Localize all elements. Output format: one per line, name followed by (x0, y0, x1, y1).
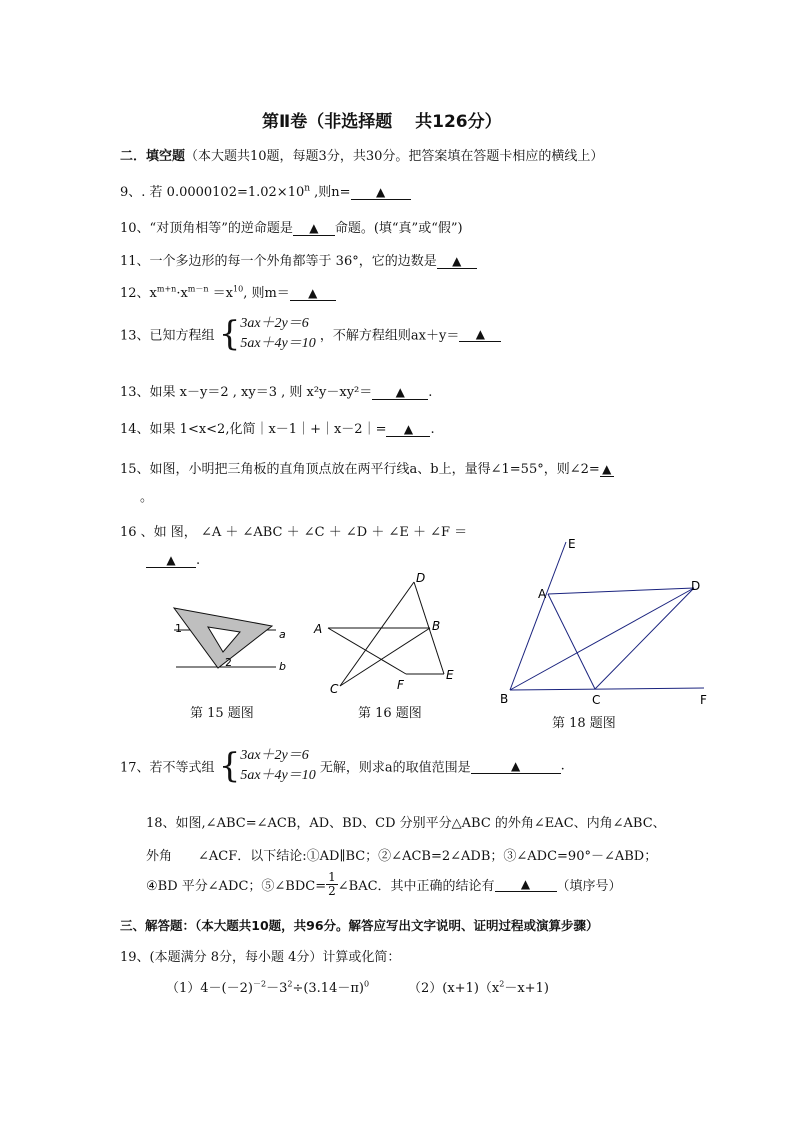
answer-blank-9[interactable]: ▲ (351, 185, 411, 200)
svg-text:E: E (568, 537, 576, 551)
svg-text:F: F (700, 693, 707, 707)
answer-blank-13b[interactable]: ▲ (372, 385, 428, 400)
question-10: 10、“对顶角相等”的逆命题是 ▲ 命题。(填“真”或“假”) (120, 221, 463, 236)
svg-text:A: A (538, 587, 547, 601)
question-18-line-3: ④BD 平分∠ADC；⑤∠BDC= $\frac{1}{2}$ ∠BAC．其中正确的结论有 ▲ （填序号） (146, 870, 622, 898)
svg-text:D: D (416, 571, 426, 585)
svg-text:C: C (592, 693, 601, 707)
figure-15 (168, 600, 288, 680)
answer-blank-14[interactable]: ▲ (386, 422, 430, 437)
figure-18 (496, 532, 718, 712)
section-2-title: 二．填空题 (120, 149, 186, 164)
section-3-header: 三、解答题：（本大题共10题，共96分。解答应写出文字说明、证明过程或演算步骤） (120, 918, 599, 933)
question-13a: 13、已知方程组 { 3ax＋2y＝6 5ax＋4y＝10 ，不解方程组则ax＋y＝ ▲ (120, 314, 501, 354)
question-19: 19、(本题满分 8分，每小题 4分）计算或化简： (120, 950, 401, 965)
equation-system: { 3ax＋2y＝6 5ax＋4y＝10 (218, 314, 316, 354)
svg-text:1: 1 (175, 622, 182, 635)
answer-blank-18[interactable]: ▲ (495, 877, 557, 892)
question-14: 14、如果 1<x<2,化简｜x－1｜+｜x－2｜= ▲ . (120, 422, 435, 437)
svg-text:D: D (691, 579, 701, 593)
svg-text:C: C (330, 682, 339, 696)
answer-blank-11[interactable]: ▲ (437, 254, 477, 269)
figure-16-caption: 第 16 题图 (358, 706, 422, 721)
answer-blank-10[interactable]: ▲ (293, 221, 335, 236)
fraction-one-half: $\frac{1}{2}$ (328, 870, 336, 898)
question-11: 11、一个多边形的每一个外角都等于 36°，它的边数是 ▲ (120, 250, 477, 269)
answer-blank-15[interactable]: ▲ (600, 462, 614, 477)
question-19-part-2: $(2)(x+1)(x^2-x+1)$ (408, 979, 549, 996)
answer-blank-13a[interactable]: ▲ (459, 327, 501, 342)
svg-text:2: 2 (225, 656, 232, 669)
section-2-desc: （本大题共10题，每题3分，共30分。把答案填在答题卡相应的横线上） (185, 149, 604, 164)
question-13b: 13、如果 x－y＝2 , xy＝3 , 则 x²y－xy²＝ ▲ . (120, 385, 433, 400)
answer-blank-12[interactable]: ▲ (290, 286, 336, 301)
svg-text:F: F (397, 678, 404, 692)
svg-text:A: A (314, 622, 323, 636)
question-18-line-2: 外角 ∠ACF．以下结论:①AD∥BC；②∠ACB=2∠ADB；③∠ADC=90°－∠ABD； (146, 849, 658, 864)
svg-text:E: E (446, 668, 454, 682)
figure-18-caption: 第 18 题图 (552, 716, 616, 731)
figure-16 (308, 566, 468, 696)
svg-text:a: a (279, 628, 286, 641)
question-17: 17、若不等式组 { 3ax＋2y＝6 5ax＋4y＝10 无解，则求a的取值范围是 ▲ . (120, 746, 565, 786)
question-15: 15、如图，小明把三角板的直角顶点放在两平行线a、b上，量得∠1=55°，则∠2= ▲ 。 (120, 456, 680, 512)
answer-blank-17[interactable]: ▲ (471, 759, 561, 774)
question-16: 16 、如 图， ∠A ＋ ∠ABC ＋ ∠C ＋ ∠D ＋ ∠E ＋ ∠F ＝ ▲ . (120, 525, 468, 568)
answer-blank-16[interactable]: ▲ (146, 553, 196, 568)
svg-text:B: B (432, 619, 441, 633)
page-title: 第Ⅱ卷（非选择题 共126分） (262, 112, 502, 132)
question-12: 12、$x^{m+n}\cdot x^{m-n} =x^{10}$, 则m＝ ▲ (120, 282, 336, 301)
section-2-header (120, 145, 603, 164)
figure-15-caption: 第 15 题图 (190, 706, 254, 721)
inequality-system: { 3ax＋2y＝6 5ax＋4y＝10 (218, 746, 316, 786)
question-18-line-1: 18、如图,∠ABC=∠ACB，AD、BD、CD 分别平分△ABC 的外角∠EAC、内角∠ABC、 (146, 816, 666, 831)
svg-text:B: B (500, 692, 509, 706)
question-19-part-1: $(1)4-(-2)^{-2}-3^2\div(3.14-\pi)^0$ (166, 979, 370, 996)
question-9: 9、. 若 $0.0000102=1.02\times 10^n$ ,则n= ▲ (120, 181, 411, 200)
svg-text:b: b (279, 660, 286, 673)
